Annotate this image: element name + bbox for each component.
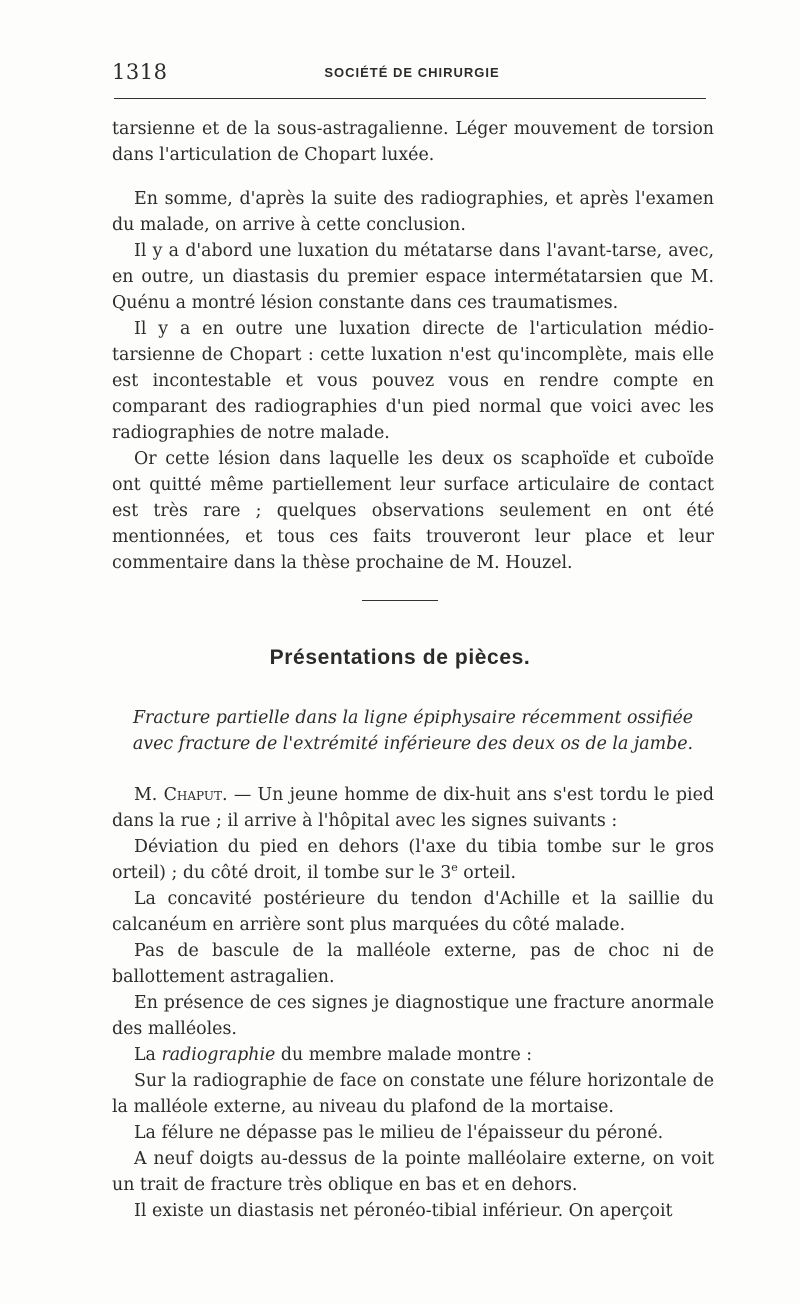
section-separator [362, 600, 438, 601]
section-title: Présentations de pièces. [269, 646, 531, 669]
paragraph: La félure ne dépasse pas le milieu de l'épaisseur du péroné. [134, 1123, 664, 1143]
intro-block [112, 116, 714, 168]
running-head [112, 56, 712, 96]
paragraph: Sur la radiographie de face on constate une félure horizontale de la malléole externe, au niveau du plafond de la mortaise. [112, 1071, 714, 1117]
paragraph: Pas de bascule de la malléole externe, pas de choc ni de ballottement astragalien. [112, 941, 714, 987]
paragraph: En somme, d'après la suite des radiographies, et après l'examen du malade, on arrive à cette conclusion. [112, 189, 714, 235]
paragraph: Or cette lésion dans laquelle les deux os scaphoïde et cuboïde ont quitté même partiellement leur surface articulaire de contact est très rare ; quelques observations seulement en ont été mentionnées, et tous ces faits trouveront leur place et leur commentaire dans la thèse prochaine de M. Houzel. [112, 449, 714, 573]
subtitle-line: avec fracture de l'extrémité inférieure des deux os de la jambe. [132, 734, 694, 754]
paragraph-text: — Un jeune homme de dix-huit ans s'est tordu le pied dans la rue ; il arrive à l'hôpital avec les signes suivants : [112, 785, 714, 831]
case-subtitle [112, 705, 714, 757]
case-block [112, 782, 714, 1224]
discussion-block [112, 186, 714, 576]
header-rule [114, 98, 706, 99]
paragraph-text: du membre malade montre : [275, 1045, 533, 1065]
superscript: e [451, 861, 458, 875]
speaker-name: M. Chaput. [134, 785, 228, 805]
paragraph: A neuf doigts au-dessus de la pointe malléolaire externe, on voit un trait de fracture très oblique en bas et en dehors. [112, 1149, 714, 1195]
paragraph: En présence de ces signes je diagnostique une fracture anormale des malléoles. [112, 993, 714, 1039]
paragraph-text: La [134, 1045, 162, 1065]
paragraph: Il y a d'abord une luxation du métatarse dans l'avant-tarse, avec, en outre, un diastasis du premier espace intermétatarsien que M. Quénu a montré lésion constante dans ces traumatismes. [112, 241, 714, 313]
page-number: 1318 [112, 60, 168, 84]
paragraph [112, 782, 714, 834]
intro-paragraph: tarsienne et de la sous-astragalienne. Léger mouvement de torsion dans l'articulation de Chopart luxée. [112, 119, 714, 165]
subtitle-line: Fracture partielle dans la ligne épiphysaire récemment ossifiée [132, 708, 694, 728]
paragraph [112, 1042, 714, 1068]
paragraph: La concavité postérieure du tendon d'Achille et la saillie du calcanéum en arrière sont plus marquées du côté malade. [112, 889, 714, 935]
italic-term: radiographie [161, 1045, 276, 1065]
paragraph: Il existe un diastasis net péronéo-tibial inférieur. On aperçoit [134, 1201, 673, 1221]
paragraph-text: Déviation du pied en dehors (l'axe du tibia tombe sur le gros orteil) ; du côté droit, il tombe sur le 3 [112, 837, 714, 883]
journal-title: SOCIÉTÉ DE CHIRURGIE [324, 65, 500, 80]
paragraph: Il y a en outre une luxation directe de l'articulation médio-tarsienne de Chopart : cette luxation n'est qu'incomplète, mais elle est incontestable et vous pouvez vous en rendre compte en comparant des radiographies d'un pied normal que voici avec les radiographies de notre malade. [112, 319, 714, 443]
paragraph [112, 834, 714, 886]
paragraph-text: orteil. [457, 863, 517, 883]
